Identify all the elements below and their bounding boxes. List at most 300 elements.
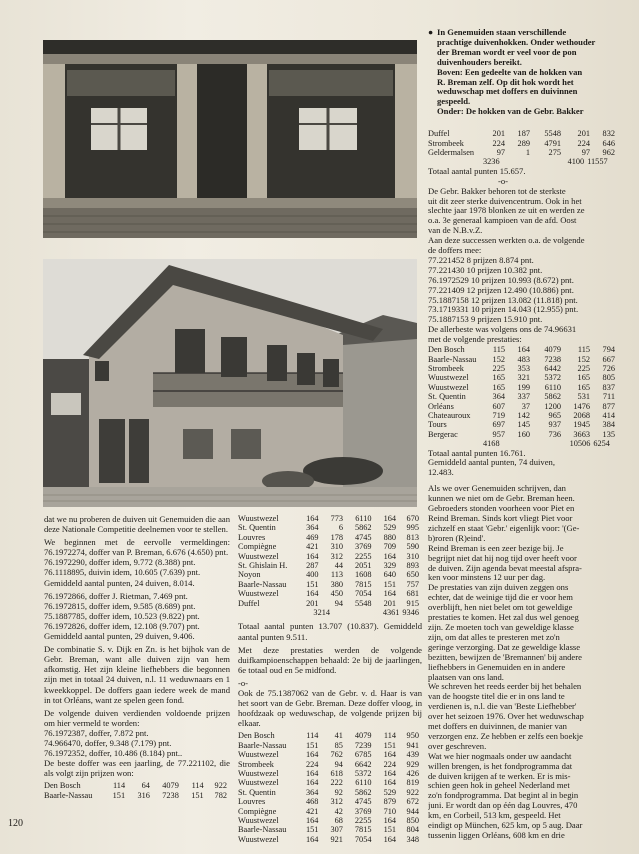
number-cell: 2051 <box>354 561 372 571</box>
race-location-cell: Den Bosch <box>44 781 81 791</box>
loft-building-illustration <box>43 40 417 238</box>
table-row <box>238 731 422 740</box>
table-row <box>238 788 422 797</box>
number-cell: 7815 <box>354 579 372 589</box>
number-cell: 187 <box>517 129 530 139</box>
table-row <box>428 373 618 382</box>
number-cell: 529 <box>383 787 397 797</box>
number-cell: 607 <box>492 401 505 411</box>
text-line: slechte jaar 1978 blonken ze uit en werden ze <box>428 206 585 216</box>
number-cell: 832 <box>602 129 615 139</box>
race-location-cell: Noyon <box>238 570 261 580</box>
number-cell: 164 <box>383 816 397 826</box>
number-cell: 3663 <box>573 429 590 439</box>
paragraph: Gemiddeld aantal punten, 24 duiven, 8.014. <box>44 577 195 588</box>
number-cell: 1945 <box>573 420 590 430</box>
number-cell: 804 <box>406 825 419 835</box>
column-left <box>44 514 230 800</box>
number-cell: 164 <box>383 589 397 599</box>
race-location-cell: Strombeek <box>428 138 464 148</box>
number-cell: 114 <box>383 731 397 741</box>
number-cell: 151 <box>383 825 397 835</box>
number-cell: 921 <box>330 834 343 844</box>
number-cell: 164 <box>306 589 319 599</box>
number-cell: 773 <box>330 514 344 523</box>
table-row <box>238 514 422 523</box>
column-right <box>428 28 639 841</box>
race-location-cell: Wuustwezel <box>238 816 279 826</box>
number-cell: 819 <box>406 778 419 788</box>
number-cell: 880 <box>383 532 397 542</box>
text-line: kunnen we niet om de Gebr. Breman heen. <box>428 494 575 504</box>
text-line: juni. Er wordt dan op één dag Louvres, 470 <box>428 801 578 811</box>
number-cell: 531 <box>577 392 590 402</box>
number-cell: 672 <box>406 797 419 807</box>
results-table <box>238 731 422 844</box>
number-cell: 711 <box>602 392 615 402</box>
number-cell: 5372 <box>354 769 372 779</box>
number-cell: 307 <box>330 825 343 835</box>
number-cell: 165 <box>577 382 590 392</box>
number-cell: 400 <box>306 570 319 580</box>
table-row <box>44 781 230 790</box>
total-cell: 4361 <box>382 608 400 618</box>
race-location-cell: Wuustwezel <box>238 750 279 760</box>
number-cell: 316 <box>137 790 150 800</box>
text-line: zichzelf en staat 'Gebr.' eigenlijk voor: '(Ge- <box>428 523 580 533</box>
race-location-cell: Wuustwezel <box>428 382 469 392</box>
number-cell: 164 <box>306 514 319 523</box>
table-row <box>238 797 422 806</box>
number-cell: 2255 <box>354 816 372 826</box>
text-line: 77.221430 10 prijzen 10.382 pnt. <box>428 265 543 275</box>
number-cell: 618 <box>330 769 343 779</box>
text-line: Totaal aantal punten 16.761. <box>428 448 526 458</box>
paragraph: 76.1972290, doffer idem, 9.772 (8.388) pnt. <box>44 557 196 568</box>
table-row <box>238 816 422 825</box>
number-cell: 6110 <box>355 778 372 788</box>
number-cell: 944 <box>406 806 419 816</box>
text-line: Reind Breman is een zeer bezige bij. Je <box>428 543 564 553</box>
number-cell: 965 <box>548 410 561 420</box>
table-row <box>428 355 618 364</box>
number-cell: 7238 <box>544 354 561 364</box>
race-location-cell: Tours <box>428 420 447 430</box>
number-cell: 5862 <box>354 523 372 533</box>
text-line: In Genemuiden staan verschillende <box>437 28 567 37</box>
race-location-cell: Baarle-Nassau <box>238 579 287 589</box>
table-row <box>238 533 422 542</box>
paragraph: Totaal aantal punten 13.707 (10.837). Gemiddeld aantal punten 9.511. <box>238 621 422 642</box>
race-location-cell: St. Quentin <box>428 392 466 402</box>
total-cell: 6254 <box>593 439 610 449</box>
number-cell: 893 <box>406 561 419 571</box>
table-row <box>238 542 422 551</box>
paragraph: 76.1972866, doffer J. Rietman, 7.469 pnt. <box>44 590 188 601</box>
number-cell: 915 <box>406 598 419 608</box>
number-cell: 142 <box>517 410 530 420</box>
number-cell: 6110 <box>355 514 372 523</box>
total-cell: 11557 <box>587 157 608 167</box>
table-row <box>238 523 422 532</box>
table-row <box>238 835 422 844</box>
number-cell: 794 <box>602 345 615 355</box>
number-cell: 937 <box>548 420 561 430</box>
number-cell: 85 <box>334 740 343 750</box>
number-cell: 348 <box>406 834 419 844</box>
number-cell: 165 <box>492 373 505 383</box>
number-cell: 6110 <box>544 382 561 392</box>
text-line: 75.1887153 9 prijzen 15.910 pnt. <box>428 315 543 325</box>
number-cell: 5548 <box>544 129 561 139</box>
number-cell: 151 <box>306 579 319 589</box>
text-line: liefhebbers in Genemuiden en in andere <box>428 662 566 672</box>
number-cell: 68 <box>334 816 343 826</box>
number-cell: 529 <box>383 523 397 533</box>
number-cell: 64 <box>141 781 150 791</box>
race-location-cell: Wuustwezel <box>238 769 279 779</box>
text-line: van de hoogste titel die er in ons land te <box>428 692 565 702</box>
number-cell: 5862 <box>544 392 561 402</box>
text-line: met de volgende prestaties: <box>428 335 522 345</box>
table-row <box>238 807 422 816</box>
number-cell: 287 <box>306 561 319 571</box>
number-cell: 164 <box>383 769 397 779</box>
separator: -o- <box>238 677 249 688</box>
number-cell: 164 <box>305 816 319 826</box>
table-row <box>428 129 618 138</box>
table-row <box>428 420 618 429</box>
table-row <box>238 552 422 561</box>
race-location-cell: Duffel <box>238 598 260 608</box>
number-cell: 321 <box>517 373 530 383</box>
number-cell: 5372 <box>544 373 561 383</box>
text-line: de doffers mee: <box>428 246 482 256</box>
number-cell: 7054 <box>354 834 372 844</box>
number-cell: 5548 <box>354 598 372 608</box>
total-cell: 4100 <box>567 157 585 167</box>
text-line: eindigt op München, 625 km, op 5 aug. Daar <box>428 821 583 831</box>
race-location-cell: St. Ghislain H. <box>238 561 288 571</box>
table-row <box>428 430 618 439</box>
text-line: R. Breman zelf. Op dit hok wordt het <box>437 77 574 87</box>
text-line: ken voor minstens 12 uur per dag. <box>428 573 546 583</box>
number-cell: 310 <box>330 542 344 552</box>
number-cell: 94 <box>334 759 343 769</box>
number-cell: 736 <box>548 429 561 439</box>
text-line: De prestaties van zijn duiven zeggen ons <box>428 583 569 593</box>
race-location-cell: Chateauroux <box>428 410 471 420</box>
race-location-cell: Wuustwezel <box>238 834 279 844</box>
number-cell: 1200 <box>544 401 561 411</box>
table-row <box>428 345 618 354</box>
number-cell: 222 <box>330 778 343 788</box>
text-line: de duiven. Zijn agenda bevat meestal afspra- <box>428 563 582 573</box>
total-cell: 3214 <box>313 608 331 618</box>
number-cell: 850 <box>406 816 419 826</box>
table-row <box>238 750 422 759</box>
number-cell: 275 <box>548 147 561 157</box>
text-line: De allerbeste was volgens ons de 74.96631 <box>428 325 577 335</box>
number-cell: 929 <box>406 759 419 769</box>
table-row <box>238 825 422 834</box>
text-line: weduwschap met doffers en duivinnen <box>437 87 578 97</box>
number-cell: 353 <box>517 363 530 373</box>
text-line: de duiven krijgen af te werken. Er is mis- <box>428 771 571 781</box>
number-cell: 92 <box>334 787 343 797</box>
race-location-cell: Baarle-Nassau <box>44 790 93 800</box>
number-cell: 813 <box>406 532 419 542</box>
paragraph: 76.1972815, doffer idem, 9.585 (8.689) pnt. <box>44 600 196 611</box>
paragraph: 76.1972352, doffer, 10.486 (8.184) pnt.. <box>44 748 183 759</box>
number-cell: 380 <box>330 579 344 589</box>
number-cell: 164 <box>305 769 319 779</box>
text-line: schien geen hok in geheel Nederland met <box>428 781 570 791</box>
race-location-cell: Den Bosch <box>428 345 465 355</box>
number-cell: 590 <box>406 542 419 552</box>
race-location-cell: Baarle-Nassau <box>238 825 287 835</box>
number-cell: 4079 <box>544 345 561 355</box>
text-line: 76.1972529 10 prijzen 10.993 (8.672) pnt. <box>428 275 574 285</box>
number-cell: 42 <box>334 806 343 816</box>
totals-row <box>428 439 613 448</box>
text-line: prachtige duivenhokken. Onder wethouder <box>437 37 596 47</box>
number-cell: 199 <box>517 382 530 392</box>
paragraph: De volgende duiven verdienden voldoende prijzen om hier vermeld te worden: <box>44 707 230 728</box>
text-line: 77.221452 8 prijzen 8.874 pnt. <box>428 255 534 265</box>
number-cell: 726 <box>602 363 615 373</box>
number-cell: 151 <box>112 790 126 800</box>
text-line: De Gebr. Bakker behoren tot de sterkste <box>428 186 566 196</box>
text-line: Als we over Genemuiden schrijven, dan <box>428 484 566 494</box>
paragraph: Ook de 75.1387062 van de Gebr. v. d. Haar is van het soort van de Gebr. Breman. Deze doffer vloog, in hoofdzaak op weduwschap, de volgende prijzen bij elkaar. <box>238 688 422 729</box>
paragraph: We beginnen met de eervolle vermeldingen: 76.1972274, doffer van P. Breman, 6.676 (4.650) pnt. <box>44 537 230 558</box>
race-location-cell: Den Bosch <box>238 731 275 741</box>
text-line: gespeeld. <box>437 97 471 107</box>
number-cell: 469 <box>306 532 319 542</box>
text-line: willen brengen, is het fondprogramma dat <box>428 761 573 771</box>
number-cell: 151 <box>383 740 397 750</box>
number-cell: 41 <box>334 731 343 741</box>
number-cell: 135 <box>602 429 615 439</box>
results-table <box>44 781 230 800</box>
paragraph: 75.1887785, doffer idem, 10.523 (9.822) pnt. <box>44 610 200 621</box>
paragraph: 76.1118895, duivin idem, 10.605 (7.639) pnt. <box>44 567 201 578</box>
race-location-cell: Wuustwezel <box>238 589 279 599</box>
number-cell: 151 <box>305 740 319 750</box>
number-cell: 670 <box>406 514 419 523</box>
text-line: b)roren (R)eind'. <box>428 533 486 543</box>
number-cell: 4791 <box>544 138 561 148</box>
house-illustration <box>43 259 417 507</box>
number-cell: 312 <box>330 797 343 807</box>
number-cell: 337 <box>517 392 530 402</box>
number-cell: 957 <box>492 429 505 439</box>
table-row <box>428 148 618 157</box>
total-cell: 9346 <box>402 608 419 618</box>
text-line: Aan deze successen werkten o.a. de volgende <box>428 236 585 246</box>
number-cell: 7815 <box>354 825 372 835</box>
table-row <box>428 411 618 420</box>
number-cell: 650 <box>406 570 419 580</box>
totals-row <box>428 157 611 166</box>
race-location-cell: Wuustwezel <box>238 778 279 788</box>
text-line: verzorgen enz. Ze hebben er zelfs een boekje <box>428 731 583 741</box>
table-row <box>44 791 230 800</box>
number-cell: 164 <box>383 834 397 844</box>
photo-loft-breman <box>43 40 417 238</box>
number-cell: 44 <box>334 561 344 571</box>
race-location-cell: Strombeek <box>428 363 464 373</box>
table-row <box>428 392 618 401</box>
race-location-cell: Orléans <box>428 401 454 411</box>
results-table <box>238 514 422 608</box>
race-location-cell: Duffel <box>428 129 450 139</box>
number-cell: 113 <box>330 570 344 580</box>
number-cell: 837 <box>602 382 615 392</box>
number-cell: 421 <box>305 806 319 816</box>
text-line: Onder: De hokken van de Gebr. Bakker <box>437 107 584 117</box>
number-cell: 719 <box>492 410 505 420</box>
race-location-cell: Strombeek <box>238 759 274 769</box>
number-cell: 3769 <box>354 806 372 816</box>
number-cell: 310 <box>406 551 419 561</box>
race-location-cell: Baarle-Nassau <box>428 354 477 364</box>
number-cell: 6 <box>338 523 344 533</box>
number-cell: 164 <box>383 778 397 788</box>
number-cell: 3769 <box>354 542 372 552</box>
number-cell: 201 <box>306 598 319 608</box>
text-line: zijn, om dat alles te presteren met zo'n <box>428 632 560 642</box>
number-cell: 164 <box>383 551 397 561</box>
total-cell: 10506 <box>569 439 591 449</box>
number-cell: 1 <box>525 147 530 157</box>
number-cell: 312 <box>330 551 344 561</box>
number-cell: 164 <box>517 345 530 355</box>
text-line: 12.483. <box>428 468 454 478</box>
paragraph: Gemiddeld aantal punten, 29 duiven, 9.406. <box>44 631 195 642</box>
number-cell: 439 <box>406 750 419 760</box>
number-cell: 224 <box>492 138 505 148</box>
number-cell: 4745 <box>354 532 372 542</box>
photo-house-gebr-bakker <box>43 259 417 507</box>
number-cell: 289 <box>517 138 530 148</box>
number-cell: 7238 <box>162 790 179 800</box>
number-cell: 225 <box>577 363 590 373</box>
text-line: prestaties te komen. Het zal dus wel genoeg <box>428 613 579 623</box>
race-location-cell: Wuustwezel <box>238 514 279 523</box>
text-line: begrijpt niet dat hij nog tijd over heeft voor <box>428 553 577 563</box>
number-cell: 5862 <box>354 787 372 797</box>
text-line: 73.1719331 10 prijzen 14.043 (12.955) pnt. <box>428 305 579 315</box>
number-cell: 224 <box>577 138 590 148</box>
number-cell: 805 <box>602 373 615 383</box>
number-cell: 115 <box>492 345 505 355</box>
paragraph: dat we nu proberen de duiven uit Genemuiden die aan deze Nationale Competitie deelnemen voor te stellen. <box>44 514 230 535</box>
race-location-cell: Compiègne <box>238 542 277 552</box>
number-cell: 151 <box>383 579 397 589</box>
photo-caption <box>428 28 639 117</box>
table-row <box>238 741 422 750</box>
table-row <box>238 561 422 570</box>
number-cell: 2068 <box>573 410 590 420</box>
text-line: Boven: Een gedeelte van de hokken van <box>437 67 583 77</box>
results-table <box>428 129 618 157</box>
number-cell: 4745 <box>354 797 372 807</box>
number-cell: 364 <box>306 523 319 533</box>
number-cell: 364 <box>492 392 505 402</box>
number-cell: 6442 <box>544 363 561 373</box>
text-line: Gemiddeld aantal punten, 74 duiven, <box>428 458 555 468</box>
race-location-cell: Louvres <box>238 797 266 807</box>
number-cell: 145 <box>517 420 530 430</box>
text-line: bezitten, bewijzen de 'Bremannen' bij andere <box>428 652 582 662</box>
number-cell: 4079 <box>354 731 372 741</box>
text-line: uit dit zeer sterke duivencentrum. Ook in het <box>428 196 582 206</box>
number-cell: 667 <box>602 354 615 364</box>
number-cell: 421 <box>306 542 319 552</box>
number-cell: 164 <box>305 750 319 760</box>
text-line: tussenin liggen Orléans, 608 km en drie <box>428 831 565 840</box>
total-cell: 3236 <box>483 157 500 167</box>
text-line: over het seizoen 1976. Over het weduwschap <box>428 712 584 722</box>
number-cell: 450 <box>330 589 344 599</box>
number-cell: 151 <box>191 790 204 800</box>
number-cell: 37 <box>521 401 530 411</box>
race-location-cell: Compiègne <box>238 806 277 816</box>
race-location-cell: St. Quentin <box>238 523 276 533</box>
number-cell: 922 <box>214 781 227 791</box>
text-line: verdienen is, n.l. die van 'Beste Liefhebber' <box>428 702 577 712</box>
text-line: duivenhouders bereikt. <box>437 57 522 67</box>
text-line: zijn. Ze moeten toch van geweldige klasse <box>428 622 574 632</box>
race-location-cell: Wuustwezel <box>428 373 469 383</box>
number-cell: 165 <box>577 373 590 383</box>
number-cell: 201 <box>577 129 590 139</box>
number-cell: 152 <box>577 354 590 364</box>
text-line: geringe verzorging. Dat ze geweldige klasse <box>428 642 581 652</box>
number-cell: 1608 <box>354 570 372 580</box>
number-cell: 782 <box>214 790 227 800</box>
page-number: 120 <box>8 818 23 829</box>
number-cell: 152 <box>492 354 505 364</box>
number-cell: 165 <box>492 382 505 392</box>
number-cell: 483 <box>517 354 530 364</box>
totals-row <box>238 608 422 617</box>
number-cell: 7239 <box>354 740 372 750</box>
text-line: Gebroeders stonden voorheen voor Piet en <box>428 504 575 514</box>
number-cell: 114 <box>112 781 126 791</box>
table-row <box>238 769 422 778</box>
number-cell: 640 <box>383 570 397 580</box>
number-cell: 697 <box>492 420 505 430</box>
number-cell: 225 <box>492 363 505 373</box>
text-line: 77.221409 12 prijzen 12.490 (10.886) pnt. <box>428 285 574 295</box>
number-cell: 201 <box>492 129 505 139</box>
text-line: 75.1887158 12 prijzen 13.082 (11.818) pnt. <box>428 295 578 305</box>
text-line: We schreven het reeds eerder bij het behalen <box>428 682 582 692</box>
number-cell: 115 <box>577 345 590 355</box>
text-line: o.a. 3e generaal kampioen van de afd. Oost <box>428 216 577 226</box>
number-cell: 160 <box>517 429 530 439</box>
paragraph: 76.1972387, doffer, 7.872 pnt. <box>44 727 149 738</box>
number-cell: 224 <box>305 759 319 769</box>
paragraph: De beste doffer was een jaarling, de 77.221102, die als volgt zijn prijzen won: <box>44 758 230 779</box>
table-row <box>238 778 422 787</box>
number-cell: 757 <box>406 579 419 589</box>
paragraph: 76.1972826, doffer idem, 12.108 (9.707) pnt. <box>44 620 200 631</box>
number-cell: 709 <box>383 542 397 552</box>
